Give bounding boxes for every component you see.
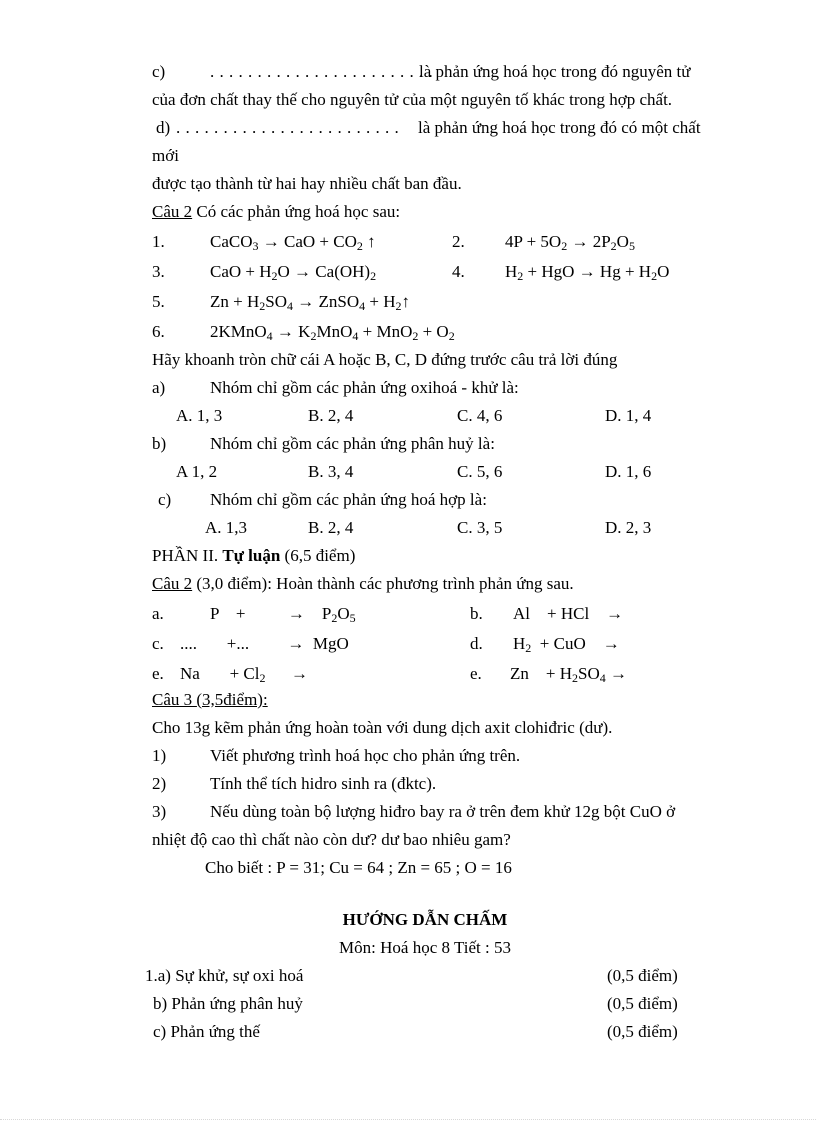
mcq-option-d[interactable]: D. 1, 4 <box>605 406 652 425</box>
reaction-equation: $Zn + H_2SO_4$ → ZnSO$_4$ + $H_2↑$ <box>210 292 410 313</box>
mcq-option-d[interactable]: D. 2, 3 <box>605 518 652 537</box>
q3-item-text-cont: nhiệt độ cao thì chất nào còn dư? dư bao nhiêu gam? <box>152 830 511 849</box>
mcq-option-d[interactable]: D. 1, 6 <box>605 462 652 481</box>
q3-heading: Câu 3 (3,5điểm): <box>152 690 268 709</box>
item-d-blank: . . . . . . . . . . . . . . . . . . . . . . . . <box>176 118 400 137</box>
mcq-option-c[interactable]: C. 4, 6 <box>457 406 503 425</box>
reaction-equation: CaO + $H_2O \to Ca(OH)_2$ <box>210 262 377 283</box>
item-d-text: là phản ứng hoá học trong đó có một chất <box>418 118 701 137</box>
item-c-blank: . . . . . . . . . . . . . . . . . . . . . . . . <box>210 62 434 81</box>
mcq-option-a[interactable]: A. 1,3 <box>205 518 248 537</box>
q2-instruction: Hãy khoanh tròn chữ cái A hoặc B, C, D đứng trước câu trả lời đúng <box>152 350 618 369</box>
eq-label: a. <box>152 604 164 623</box>
reaction-equation: 2KMnO$_4$ → $K_2MnO_4 + MnO_2 + O_2$ <box>210 322 455 343</box>
reaction-equation: CaCO$_3$ → CaO + $CO_2$ ↑ <box>210 232 376 253</box>
mcq-label: a) <box>152 378 166 397</box>
eq-label: e. <box>152 664 164 683</box>
mcq-option-a[interactable]: A 1, 2 <box>176 462 218 481</box>
answer-points: (0,5 điểm) <box>607 1022 678 1041</box>
mcq-question: Nhóm chỉ gồm các phản ứng phân huỷ là: <box>210 434 495 453</box>
answer-text: c) Phản ứng thế <box>153 1022 260 1041</box>
mcq-option-b[interactable]: B. 3, 4 <box>308 462 354 481</box>
eq-label: b. <box>470 604 483 623</box>
mcq-question: Nhóm chỉ gồm các phản ứng oxihoá - khử là: <box>210 378 519 397</box>
mcq-option-c[interactable]: C. 5, 6 <box>457 462 503 481</box>
item-d-text-cont2: được tạo thành từ hai hay nhiều chất ban đầu. <box>152 174 462 193</box>
item-c-text-cont: của đơn chất thay thế cho nguyên tử của một nguyên tố khác trong hợp chất. <box>152 90 673 109</box>
reaction-num: 4. <box>452 262 465 281</box>
item-c-label: c) <box>152 62 166 81</box>
eq-label: d. <box>470 634 483 653</box>
answer-points: (0,5 điểm) <box>607 994 678 1013</box>
eq-blank: P + → $P_2O_5$ <box>210 604 356 625</box>
eq-blank: Na + $Cl_2$ → <box>180 664 308 685</box>
mcq-question: Nhóm chỉ gồm các phản ứng hoá hợp là: <box>210 490 487 509</box>
part2-title: PHẦN II. Tự luận (6,5 điểm) <box>152 546 356 565</box>
reaction-num: 3. <box>152 262 165 281</box>
q2b-heading: Câu 2 <box>152 574 193 593</box>
answer-text: b) Phản ứng phân huỷ <box>153 994 303 1013</box>
item-d-text-cont: mới <box>152 146 179 165</box>
eq-label: e. <box>470 664 482 683</box>
answer-points: (0,5 điểm) <box>607 966 678 985</box>
q2-heading: Câu 2 <box>152 202 193 221</box>
reaction-equation: $H_2$ + HgO → $Hg + H_2O$ <box>505 262 670 283</box>
mcq-option-a[interactable]: A. 1, 3 <box>176 406 223 425</box>
q3-item-num: 1) <box>152 746 167 765</box>
eq-label: c. <box>152 634 164 653</box>
item-d-label: d) <box>156 118 171 137</box>
q3-intro: Cho 13g kẽm phản ứng hoàn toàn với dung dịch axit clohiđric (dư). <box>152 718 613 737</box>
reaction-num: 5. <box>152 292 165 311</box>
q2b-text: (3,0 điểm): Hoàn thành các phương trình phản ứng sau. <box>192 574 574 593</box>
guide-subtitle: Môn: Hoá học 8 Tiết : 53 <box>339 938 511 957</box>
reaction-num: 2. <box>452 232 465 251</box>
q3-item-num: 3) <box>152 802 167 821</box>
reaction-equation: $4P + 5O_2 \to 2P_2O_5$ <box>505 232 635 253</box>
q2b-heading-line <box>152 574 574 594</box>
mcq-option-b[interactable]: B. 2, 4 <box>308 518 354 537</box>
q2-intro: Có các phản ứng hoá học sau: <box>196 202 401 221</box>
q3-item-num: 2) <box>152 774 167 793</box>
mcq-option-b[interactable]: B. 2, 4 <box>308 406 354 425</box>
guide-title: HƯỚNG DẪN CHẤM <box>342 910 508 929</box>
q3-item-text: Nếu dùng toàn bộ lượng hiđro bay ra ở trên đem khử 12g bột CuO ở <box>210 802 676 821</box>
eq-blank: Al + HCl → <box>513 604 624 623</box>
q3-heading-line <box>152 690 268 710</box>
q3-given: Cho biết : P = 31; Cu = 64 ; Zn = 65 ; O = 16 <box>205 858 512 877</box>
q3-item-text: Viết phương trình hoá học cho phản ứng trên. <box>210 746 521 765</box>
mcq-option-c[interactable]: C. 3, 5 <box>457 518 503 537</box>
eq-blank: Zn + $H_2SO_4$ → <box>510 664 627 685</box>
reaction-num: 1. <box>152 232 165 251</box>
item-c-text: là phản ứng hoá học trong đó nguyên tử <box>419 62 691 81</box>
reaction-num: 6. <box>152 322 165 341</box>
page-bottom-divider <box>0 1119 816 1120</box>
q2-heading-line <box>152 202 400 222</box>
q3-item-text: Tính thể tích hidro sinh ra (đktc). <box>210 774 437 793</box>
eq-blank: $H_2$ + CuO → <box>513 634 620 655</box>
mcq-label: c) <box>158 490 172 509</box>
eq-blank: .... +... → MgO <box>180 634 349 653</box>
mcq-label: b) <box>152 434 167 453</box>
answer-text: 1.a) Sự khử, sự oxi hoá <box>145 966 304 985</box>
